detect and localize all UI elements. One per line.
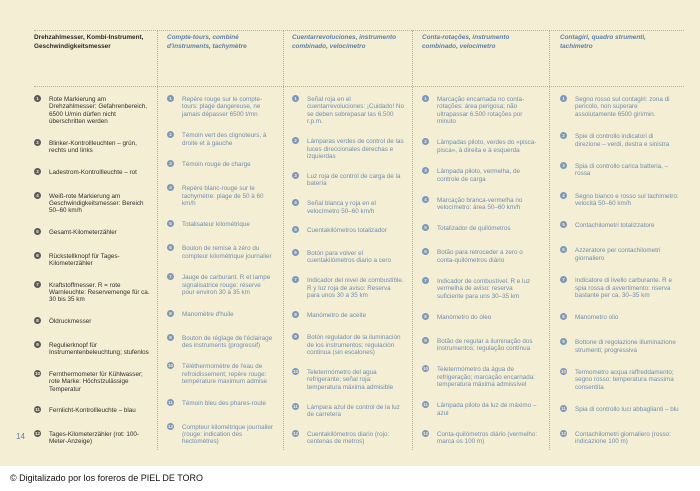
item-number: 10: [34, 370, 40, 376]
item-number: 7: [34, 281, 41, 288]
item-number: 12: [560, 431, 566, 437]
list-item: [422, 249, 538, 264]
item-text: Lâmpada piloto, vermelha, de controle de carga: [437, 168, 520, 183]
item-text: Conta-quilómetros diário (vermelho: marca os 100 m): [437, 431, 538, 446]
item-number: 11: [168, 399, 173, 405]
item-number: 8: [292, 311, 299, 318]
item-text: Totalizador de quilómetros: [437, 225, 511, 233]
item-text: Tages-Kilometerzähler (rot: 100-Meter-Anzeige): [49, 431, 139, 446]
item-number-badge: [422, 365, 433, 376]
item-number-badge: [292, 249, 303, 260]
item-text: Botón para volver el cuentakilómetros diario a cero: [307, 249, 391, 265]
list-item: [422, 314, 538, 324]
item-text: Manómetro do óleo: [437, 313, 492, 321]
item-number-badge: [292, 430, 303, 441]
item-number-badge: [560, 368, 571, 379]
list-item: [167, 424, 275, 446]
column-italian: [560, 0, 680, 466]
item-text: Fernlicht-Kontrollleuchte – blau: [49, 407, 136, 415]
item-number-badge: [167, 334, 178, 345]
list-item: [422, 139, 538, 154]
list-item: [34, 140, 152, 155]
list-item: [167, 363, 275, 385]
item-text: Cuentakilómetros totalizador: [307, 227, 387, 235]
item-number-badge: [292, 368, 303, 379]
list-item: [422, 278, 538, 300]
column-header: Contagiri, quadro strumenti, tachimetro: [560, 34, 646, 50]
list-item: [34, 169, 152, 179]
item-text: Bouton de remise à zéro du compteur kilométrique journalier: [182, 245, 272, 260]
list-item: [167, 96, 275, 118]
item-number-badge: [560, 221, 571, 232]
column-french: [167, 0, 275, 466]
item-number-badge: [292, 137, 303, 148]
item-text: Marcação encarnada no conta-rotações: área perigosa; não ultrapassar 6.500 rotações por minuto: [437, 96, 525, 126]
item-number-badge: [560, 405, 571, 416]
item-list: [34, 96, 152, 446]
item-number-badge: [34, 252, 45, 263]
item-number: 2: [560, 132, 567, 139]
item-number: 11: [35, 407, 40, 413]
item-number-badge: [167, 362, 178, 373]
item-number: 1: [560, 95, 567, 102]
item-text: Jauge de carburant. R et lampe signalisatrice rouge: réserve pour environ 30 à 35 km: [182, 274, 271, 297]
item-number-badge: [34, 341, 45, 352]
item-number: 1: [34, 95, 41, 102]
list-item: [422, 197, 538, 212]
item-number: 8: [422, 313, 429, 320]
item-number: 2: [292, 137, 299, 144]
item-text: Botón regulador de la iluminación de los instrumentos; regulación continua (sin escalones): [307, 334, 401, 357]
page-number: 14: [16, 432, 25, 441]
item-text: Témoin bleu des phares-route: [182, 399, 267, 407]
item-number: 12: [422, 431, 428, 437]
item-text: Segno bianco e rosso sul tachimetro: velocità 50–60 km/h: [575, 192, 679, 208]
column-divider: [549, 30, 550, 450]
item-number-badge: [34, 406, 45, 417]
item-text: Öldruckmesser: [49, 317, 92, 325]
item-number-badge: [422, 248, 433, 259]
item-number: 10: [422, 366, 428, 372]
column-divider: [283, 30, 284, 450]
item-number-badge: [292, 276, 303, 287]
list-item: [422, 431, 538, 446]
list-item: [167, 400, 275, 410]
list-item: [560, 163, 680, 178]
list-item: [422, 402, 538, 417]
item-number: 5: [34, 228, 41, 235]
item-number-badge: [292, 95, 303, 106]
list-item: [292, 227, 404, 237]
list-item: [292, 312, 404, 322]
item-number-badge: [34, 370, 45, 381]
item-text: Manomètre d'huile: [182, 310, 234, 318]
item-number-badge: [167, 273, 178, 284]
list-item: [292, 404, 404, 419]
list-item: [560, 247, 680, 262]
list-item: [422, 225, 538, 235]
item-number: 7: [167, 273, 174, 280]
item-number-badge: [422, 401, 433, 412]
list-item: [292, 96, 404, 126]
item-number: 11: [293, 403, 298, 409]
item-number: 9: [167, 334, 174, 341]
item-number-badge: [167, 184, 178, 195]
list-item: [422, 96, 538, 126]
list-item: [167, 274, 275, 296]
item-number: 11: [423, 402, 428, 408]
item-number-badge: [167, 220, 178, 231]
list-item: [34, 342, 152, 357]
item-number-badge: [560, 276, 571, 287]
item-number: 7: [560, 276, 567, 283]
item-number-badge: [167, 310, 178, 321]
item-number: 5: [292, 226, 299, 233]
item-number: 9: [422, 337, 429, 344]
item-number: 1: [167, 95, 174, 102]
column-divider: [412, 30, 413, 450]
item-text: Contachilometri giornaliero (rosso: indicazione 100 m): [575, 431, 671, 446]
list-item: [560, 96, 680, 118]
list-item: [292, 173, 404, 188]
item-text: Bouton de réglage de l'éclairage des instruments (progressif): [182, 334, 273, 349]
list-item: [34, 371, 152, 393]
item-number: 3: [167, 160, 174, 167]
item-number: 8: [167, 310, 174, 317]
list-item: [167, 132, 275, 147]
item-text: Compteur kilométrique journalier (rouge: indication des hectomètres): [182, 423, 273, 446]
list-item: [560, 133, 680, 148]
item-number: 10: [560, 368, 566, 374]
item-text: Repère blanc-rouge sur le tachymètre: plage de 50 à 60 km/h: [182, 185, 264, 207]
list-item: [560, 339, 680, 354]
item-number: 9: [292, 333, 299, 340]
column-portuguese: [422, 0, 538, 466]
item-number-badge: [422, 196, 433, 207]
item-text: Indicador de combustível. R e luz vermelha de aviso: reserva suficiente para uns 30–35 km: [437, 277, 531, 300]
item-text: Luz roja de control de carga de la batería: [307, 172, 401, 188]
item-number-badge: [292, 333, 303, 344]
item-text: Regulierknopf für Instrumentenbeleuchtung; stufenlos: [49, 341, 149, 357]
item-text: Témoin vert des clignoteurs, à droite et à gauche: [182, 132, 267, 147]
list-item: [292, 138, 404, 160]
item-text: Ladestrom-Kontrollleuchte – rot: [49, 168, 137, 176]
item-number-badge: [34, 168, 45, 179]
item-number-badge: [167, 399, 178, 410]
column-german: [34, 0, 152, 466]
item-text: Termometro acqua raffreddamento; segno rosso: temperatura massima consentita: [575, 368, 674, 391]
item-number-badge: [34, 317, 45, 328]
item-text: Lâmpadas piloto, verdes do «pisca-pisca», à direita e à esquerda: [437, 139, 537, 154]
item-text: Lámpara azul de control de la luz de carretera: [307, 403, 400, 419]
item-number: 4: [422, 196, 429, 203]
item-number-badge: [167, 160, 178, 171]
item-number-badge: [34, 95, 45, 106]
list-item: [34, 282, 152, 304]
list-item: [422, 168, 538, 183]
item-number-badge: [560, 246, 571, 257]
list-item: [34, 229, 152, 239]
item-number: 11: [561, 406, 566, 412]
item-number-badge: [560, 95, 571, 106]
item-text: Weiß-rote Markierung am Geschwindigkeitsmesser: Bereich 50–60 km/h: [49, 192, 144, 215]
item-number: 1: [422, 95, 429, 102]
item-text: Señal blanca y roja en el velocímetro 50–60 km/h: [307, 200, 376, 215]
item-number: 10: [292, 369, 298, 375]
item-number: 5: [167, 220, 174, 227]
item-number-badge: [560, 430, 571, 441]
item-number: 12: [34, 431, 40, 437]
list-item: [560, 277, 680, 299]
list-item: [167, 185, 275, 207]
item-text: Spie di controllo indicatori di direzione – verdi, destra e sinistra: [575, 133, 670, 148]
list-item: [292, 369, 404, 391]
list-item: [422, 338, 538, 353]
item-number: 4: [560, 192, 567, 199]
list-item: [292, 334, 404, 356]
digitization-credit: © Digitalizado por los foreros de PIEL DE TORO: [10, 473, 204, 483]
item-text: Gesamt-Kilometerzähler: [49, 228, 117, 236]
item-number-badge: [560, 313, 571, 324]
item-number: 9: [560, 338, 567, 345]
item-number-badge: [422, 224, 433, 235]
item-text: Lámparas verdes de control de las luces direccionales derechas e izquierdas: [307, 138, 404, 160]
item-number: 1: [292, 95, 299, 102]
list-item: [167, 245, 275, 260]
item-number-badge: [167, 95, 178, 106]
item-number-badge: [292, 199, 303, 210]
item-number-badge: [560, 338, 571, 349]
list-item: [292, 431, 404, 446]
item-number: 9: [34, 341, 41, 348]
item-number-badge: [34, 139, 45, 150]
item-text: Botão de regular a iluminação dos instrumentos; regulação contínua: [437, 337, 533, 353]
item-number: 4: [292, 199, 299, 206]
item-text: Segno rosso sul contagiri: zona di pericolo, non superare assolutamente 6500 giri/min.: [575, 96, 670, 118]
item-number: 8: [560, 313, 567, 320]
item-number: 7: [292, 276, 299, 283]
item-number: 3: [422, 167, 429, 174]
item-number-badge: [422, 167, 433, 178]
item-number: 10: [167, 363, 173, 369]
item-text: Teletermómetro da água de refrigeração; marcação encarnada: temperatura máxima admissível: [437, 366, 536, 389]
item-number-badge: [34, 228, 45, 239]
list-item: [167, 335, 275, 350]
item-number: 2: [34, 139, 41, 146]
item-text: Fernthermometer für Kühlwasser; rote Marke: Höchstzulässige Temperatur: [49, 370, 143, 393]
item-text: Spia di controllo luci abbaglianti – blu: [575, 406, 679, 414]
list-item: [34, 96, 152, 126]
list-item: [34, 253, 152, 268]
item-text: Rückstellknopf für Tages-Kilometerzähler: [49, 252, 120, 268]
list-item: [560, 222, 680, 232]
item-number: 6: [422, 248, 429, 255]
item-text: Marcação branca-vermelha no velocímetro: área 50–60 km/h: [437, 196, 523, 212]
item-number: 4: [167, 184, 174, 191]
item-number-badge: [167, 423, 178, 434]
item-number: 3: [292, 172, 299, 179]
item-text: Lâmpada piloto da luz de máximo – azul: [437, 402, 537, 417]
item-number: 5: [422, 224, 429, 231]
list-item: [560, 431, 680, 446]
item-number-badge: [422, 138, 433, 149]
item-text: Spia di controllo carica batteria, – rossa: [575, 162, 669, 178]
item-text: Rote Markierung am Drehzahlmesser: Gefahrenbereich, 6500 U/min dürfen nicht überschritten werden: [49, 96, 147, 126]
item-number-badge: [292, 403, 303, 414]
item-number: 2: [167, 131, 174, 138]
item-text: Manómetro de aceite: [307, 311, 367, 319]
column-divider: [157, 30, 158, 450]
item-text: Botão para retroceder a zero o conta-quilómetros diário: [437, 249, 523, 264]
item-number-badge: [560, 192, 571, 203]
item-number-badge: [34, 192, 45, 203]
list-item: [34, 431, 152, 446]
item-number: 6: [34, 252, 41, 259]
item-number: 12: [167, 423, 173, 429]
item-text: Indicatore di livello carburante. R e spia rossa di avvertimento: riserva bastante per ca. 30–35 km: [575, 277, 672, 299]
item-number: 6: [167, 244, 174, 251]
item-text: Indicador del nivel de combustible. R y luz roja de aviso: Reserva para unos 30 a 35 km: [307, 277, 404, 299]
item-number-badge: [422, 313, 433, 324]
list-item: [167, 311, 275, 321]
item-text: Señal roja en el cuentarrevoluciones: ¡Cuidado! No se deben sobrepasar las 6.500 r.p.m.: [307, 96, 404, 126]
list-item: [34, 407, 152, 417]
column-header: Drehzahlmesser, Kombi-Instrument, Geschwindigkeitsmesser: [34, 34, 144, 50]
item-number: 5: [560, 221, 567, 228]
item-text: Teletermómetro del agua refrigerante; señal roja: temperatura máxima admisible: [307, 369, 394, 391]
item-number-badge: [292, 226, 303, 237]
item-text: Manometro olio: [575, 314, 619, 322]
item-text: Bottone di regolazione illuminazione strumenti; progressiva: [575, 339, 676, 354]
item-text: Totalisateur kilométrique: [182, 221, 250, 229]
item-text: Azzeratore per contachilometri giornaliero: [575, 247, 661, 262]
list-item: [292, 200, 404, 215]
list-item: [34, 193, 152, 215]
item-text: Blinker-Kontrollleuchten – grün, rechts und links: [49, 139, 137, 155]
list-item: [34, 318, 152, 328]
item-number-badge: [292, 311, 303, 322]
list-item: [422, 366, 538, 388]
list-item: [167, 221, 275, 231]
list-item: [560, 314, 680, 324]
item-number-badge: [34, 281, 45, 292]
item-number: 3: [34, 168, 41, 175]
item-number: 12: [292, 431, 298, 437]
item-number: 7: [422, 277, 429, 284]
item-number-badge: [422, 337, 433, 348]
list-item: [292, 250, 404, 265]
column-header: Conta-rotações, instrumento combinado, velocímetro: [422, 34, 510, 50]
item-number: 4: [34, 192, 41, 199]
item-number-badge: [292, 172, 303, 183]
column-header: Cuentarrevoluciones, instrumento combinado, velocímetro: [292, 34, 397, 50]
item-list: [167, 96, 275, 446]
item-text: Repère rouge sur le compte-tours: plage dangereuse, ne jamais dépasser 6500 t/mn: [182, 96, 263, 118]
list-item: [167, 161, 275, 171]
item-number-badge: [560, 132, 571, 143]
item-number: 8: [34, 317, 41, 324]
item-number-badge: [34, 430, 45, 441]
item-text: Témoin rouge de charge: [182, 161, 251, 169]
item-number: 3: [560, 162, 567, 169]
item-number: 6: [560, 246, 567, 253]
item-list: [560, 96, 680, 446]
item-number-badge: [422, 430, 433, 441]
item-number-badge: [560, 162, 571, 173]
item-number-badge: [422, 95, 433, 106]
item-number: 2: [422, 138, 429, 145]
item-list: [422, 96, 538, 446]
list-item: [560, 406, 680, 416]
column-spanish: [292, 0, 404, 466]
list-item: [560, 193, 680, 208]
item-text: Cuentakilómetros diario (rojo: centenas de metros): [307, 431, 390, 446]
item-text: Kraftstoffmesser. R = rote Warnleuchte: Reservemenge für ca. 30 bis 35 km: [49, 281, 150, 304]
item-list: [292, 96, 404, 446]
item-text: Téléthermomètre de l'eau de refroidissement; repère rouge: température maximum admise: [182, 363, 268, 386]
item-number: 6: [292, 249, 299, 256]
item-number-badge: [167, 131, 178, 142]
list-item: [560, 369, 680, 391]
item-number-badge: [422, 277, 433, 288]
list-item: [292, 277, 404, 299]
item-text: Contachilometri totalizzatore: [575, 222, 655, 230]
column-header: Compte-tours, combiné d'instruments, tachymètre: [167, 34, 247, 50]
item-number-badge: [167, 244, 178, 255]
